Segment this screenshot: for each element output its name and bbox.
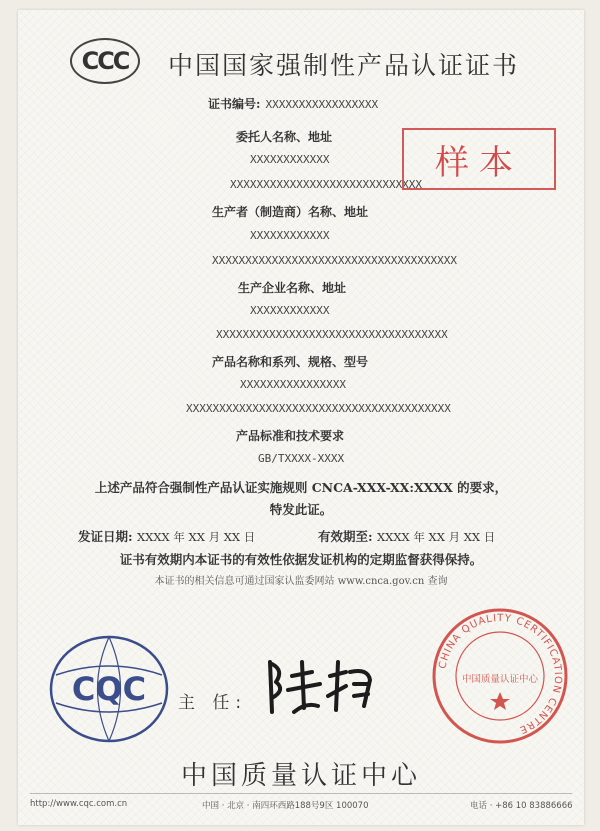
issue-date-label: 发证日期: [78,529,133,544]
client-name: XXXXXXXXXXXX [250,153,330,166]
producer-label: 生产者（制造商）名称、地址 [212,205,369,219]
factory-address: XXXXXXXXXXXXXXXXXXXXXXXXXXXXXXXXXXX [216,328,448,341]
validity-note: 证书有效期内本证书的有效性依据发证机构的定期监督获得保持。 [119,552,483,567]
footer-phone: 电话 · +86 10 83886666 [470,801,573,811]
sample-stamp: 样本 [402,128,556,190]
cert-number-row [208,93,378,112]
client-label: 委托人名称、地址 [236,130,333,144]
client-address: XXXXXXXXXXXXXXXXXXXXXXXXXXXXX [230,178,423,191]
valid-date-label: 有效期至: [318,529,373,544]
statement-line-2: 特发此证。 [269,502,333,517]
statement-line-1: 上述产品符合强制性产品认证实施规则 CNCA-XXX-XX:XXXX 的要求， [94,480,508,495]
issue-date [78,527,255,545]
factory-name: XXXXXXXXXXXX [250,304,330,317]
standard-label: 产品标准和技术要求 [236,429,345,443]
valid-date [318,527,495,545]
product-name: XXXXXXXXXXXXXXXX [240,378,346,391]
organization-name: 中国质量认证中心 [180,761,421,791]
query-note: 本证书的相关信息可通过国家认监委网站 www.cnca.gov.cn 查询 [154,576,448,587]
cqc-logo-text: CQC [71,670,147,708]
valid-date-value: XXXX 年 XX 月 XX 日 [376,530,496,544]
footer-divider [30,793,572,794]
seal-outer-text: CHINA QUALITY CERTIFICATION CENTRE [437,612,564,736]
ccc-logo-text: CCC [81,47,129,75]
cqc-logo [48,633,170,745]
certificate-title: 中国国家强制性产品认证证书 [168,51,520,80]
footer-website: http://www.cqc.com.cn [30,799,128,809]
seal-star-icon [490,692,510,710]
product-label: 产品名称和系列、规格、型号 [212,355,369,369]
cert-number-label: 证书编号: [208,97,261,111]
producer-name: XXXXXXXXXXXX [250,229,330,242]
director-signature [258,650,388,730]
ccc-logo [70,38,140,84]
certification-seal [430,606,570,746]
certificate-sheet [18,10,584,825]
factory-label: 生产企业名称、地址 [238,281,347,295]
cert-number-value: XXXXXXXXXXXXXXXXX [265,98,379,111]
standard-value: GB/TXXXX-XXXX [258,452,345,465]
issue-date-value: XXXX 年 XX 月 XX 日 [136,530,256,544]
director-label: 主 任: [178,693,248,713]
producer-address: XXXXXXXXXXXXXXXXXXXXXXXXXXXXXXXXXXXXX [212,254,458,267]
seal-inner-text: 中国质量认证中心 [461,674,539,685]
footer-address: 中国 · 北京 · 南四环西路188号9区 100070 [202,801,369,811]
product-model: XXXXXXXXXXXXXXXXXXXXXXXXXXXXXXXXXXXXXXXX [186,402,451,415]
